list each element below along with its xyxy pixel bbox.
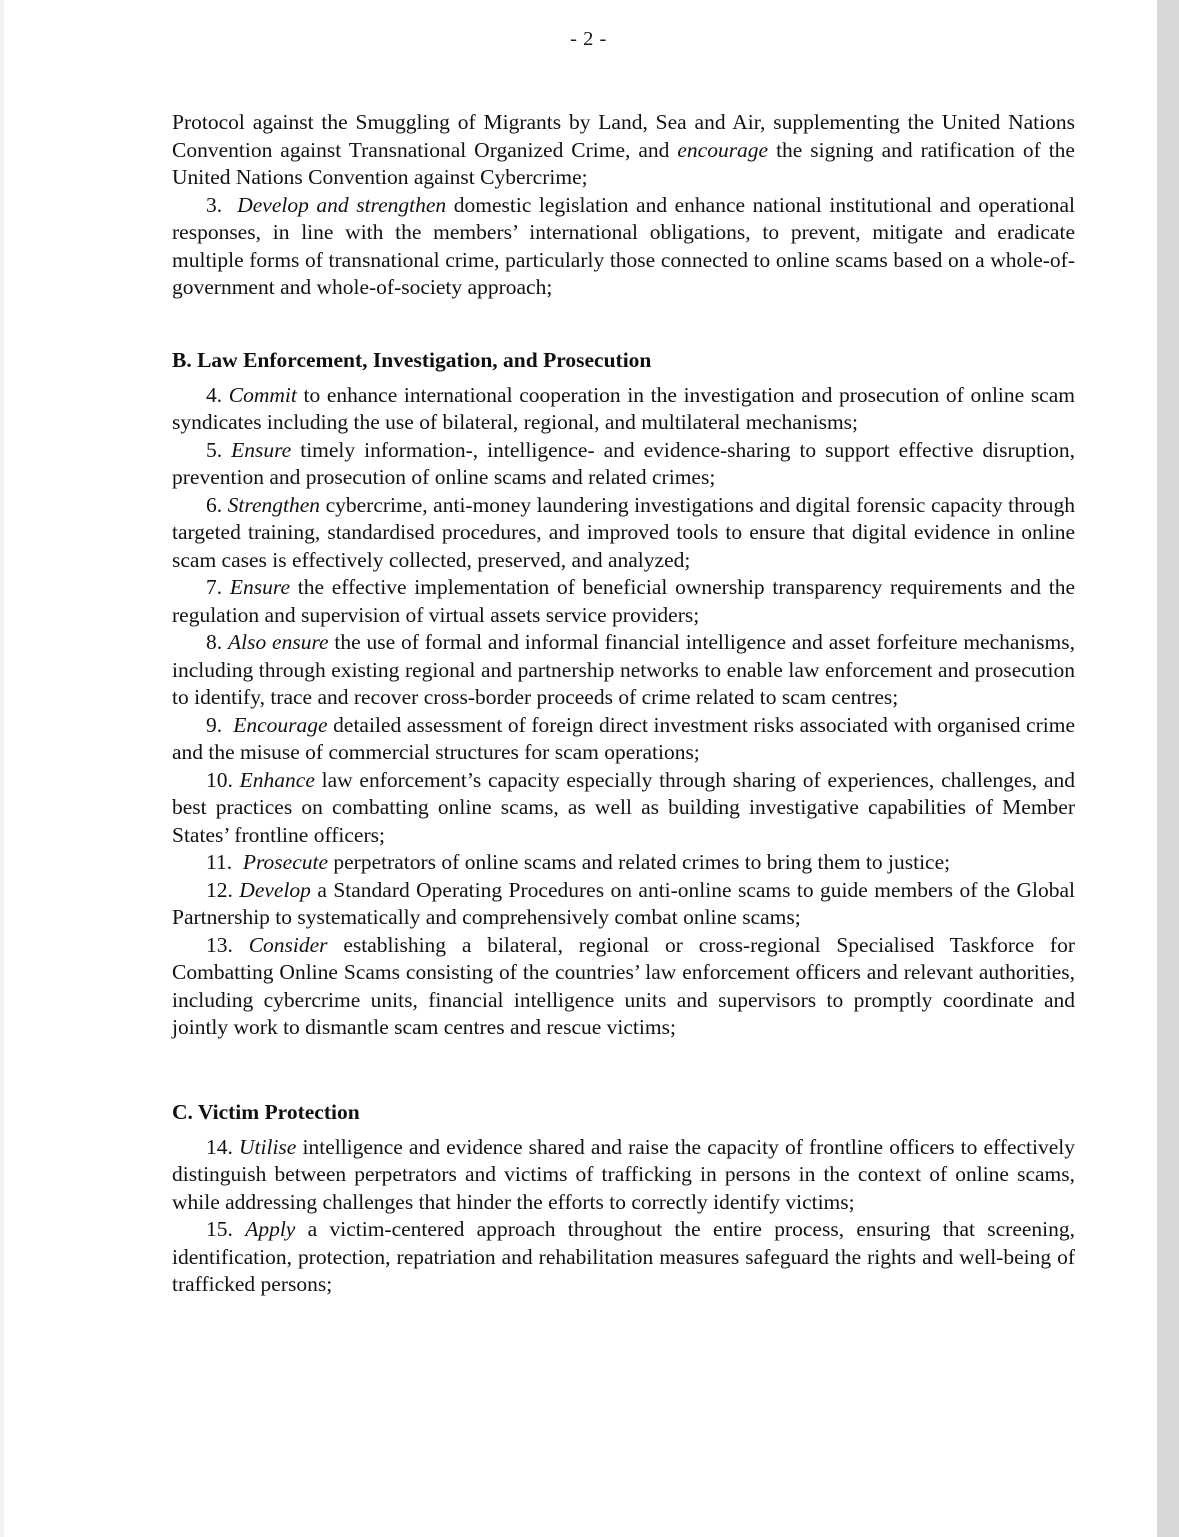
paragraph-text: perpetrators of online scams and related crimes to bring them to justice; xyxy=(328,850,951,874)
paragraph-number: 8. xyxy=(206,630,223,654)
paragraph-lead: Utilise xyxy=(239,1134,297,1159)
paragraph-3 xyxy=(172,192,1075,302)
paragraph-8 xyxy=(172,629,1075,712)
paragraph-6 xyxy=(172,492,1075,575)
paragraph-number: 14. xyxy=(206,1134,233,1159)
paragraph-number: 9. xyxy=(206,712,223,737)
paragraph-number: 5. xyxy=(206,437,223,462)
paragraph-text: domestic legislation and enhance national institutional and operational responses, in line with the members’ international obligations, to prevent, mitigate and eradicate multiple forms of transnational crime, particularly those connected to online scams based on a whole-of-government and whole-of-society approach; xyxy=(172,192,1075,299)
paragraph-lead: Ensure xyxy=(231,437,292,462)
paragraph-7 xyxy=(172,574,1075,629)
paragraph-text: establishing a bilateral, regional or cross-regional Specialised Taskforce for Combatting Online Scams consisting of the countries’ law enforcement officers and relevant authorities, including cybercrime units, financial intelligence units and supervisors to promptly coordinate and jointly work to dismantle scam centres and rescue victims; xyxy=(172,932,1076,1039)
paragraph-continued xyxy=(172,109,1075,192)
paragraph-number: 7. xyxy=(206,575,223,599)
paragraph-number: 15. xyxy=(206,1217,233,1241)
paragraph-text: the use of formal and informal financial intelligence and asset forfeiture mechanisms, including through existing regional and partnership networks to enable law enforcement and prosecution to identify, trace and recover cross-border proceeds of crime related to scam centres; xyxy=(172,630,1075,709)
paragraph-lead: Enhance xyxy=(239,767,315,792)
paragraph-4 xyxy=(172,382,1075,437)
paragraph-15 xyxy=(172,1216,1075,1299)
paragraph-text: detailed assessment of foreign direct investment risks associated with organised crime and the misuse of commercial structures for scam operations; xyxy=(172,712,1075,764)
paragraph-lead: Consider xyxy=(248,932,328,957)
paragraph-13 xyxy=(172,932,1075,1042)
paragraph-text: Protocol against the Smuggling of Migrants by Land, Sea and Air, supplementing the United Nations Convention against Transnational Organized Crime, and xyxy=(172,110,1075,162)
paragraph-number: 3. xyxy=(206,192,223,217)
paragraph-number: 4. xyxy=(206,382,223,407)
paragraph-number: 6. xyxy=(206,492,223,517)
paragraph-lead: Encourage xyxy=(233,712,328,737)
paragraph-lead-emphasis: encourage xyxy=(677,137,769,162)
paragraph-text: law enforcement’s capacity especially through sharing of experiences, challenges, and best practices on combatting online scams, as well as building investigative capabilities of Member States’ frontline officers; xyxy=(172,767,1075,847)
paragraph-text: the effective implementation of beneficial ownership transparency requirements and the regulation and supervision of virtual assets service providers; xyxy=(172,575,1075,627)
paragraph-12 xyxy=(172,877,1075,932)
paragraph-text: cybercrime, anti-money laundering investigations and digital forensic capacity through targeted training, standardised procedures, and improved tools to ensure that digital evidence in online scam cases is effectively collected, preserved, and analyzed; xyxy=(172,492,1075,572)
paragraph-number: 13. xyxy=(206,932,233,957)
page-number: - 2 - xyxy=(570,28,607,50)
paragraph-lead: Develop xyxy=(239,877,311,902)
paragraph-11 xyxy=(172,849,1075,877)
paragraph-5 xyxy=(172,437,1075,492)
paragraph-number: 12. xyxy=(206,877,233,902)
paragraph-text: intelligence and evidence shared and raise the capacity of frontline officers to effectively distinguish between perpetrators and victims of trafficking in persons in the context of online scams, while addressing challenges that hinder the efforts to correctly identify victims; xyxy=(172,1134,1075,1214)
paragraph-text: a Standard Operating Procedures on anti-online scams to guide members of the Global Partnership to systematically and comprehensively combat online scams; xyxy=(172,877,1075,929)
paragraph-number: 10. xyxy=(206,767,233,792)
paragraph-number: 11. xyxy=(206,850,233,874)
paragraph-lead: Develop and strengthen xyxy=(237,192,447,217)
paragraph-14 xyxy=(172,1134,1075,1217)
paragraph-text: timely information-, intelligence- and evidence-sharing to support effective disruption, prevention and prosecution of online scams and related crimes; xyxy=(172,437,1075,489)
paragraph-9 xyxy=(172,712,1075,767)
paragraph-10 xyxy=(172,767,1075,850)
paragraph-lead: Prosecute xyxy=(242,850,328,874)
section-heading-c: C. Victim Protection xyxy=(172,1099,360,1124)
paragraph-lead: Apply xyxy=(245,1217,296,1241)
paragraph-lead: Ensure xyxy=(229,575,290,599)
paragraph-lead: Strengthen xyxy=(227,492,321,517)
paragraph-lead: Commit xyxy=(228,382,297,407)
paragraph-text-continued: the signing and ratification of the United Nations Convention against Cybercrime; xyxy=(172,137,1075,189)
paragraph-text: to enhance international cooperation in the investigation and prosecution of online scam syndicates including the use of bilateral, regional, and multilateral mechanisms; xyxy=(172,382,1075,434)
section-heading-b: B. Law Enforcement, Investigation, and Prosecution xyxy=(172,347,652,372)
paragraph-lead: Also ensure xyxy=(227,630,329,654)
paragraph-text: a victim-centered approach throughout the entire process, ensuring that screening, identification, protection, repatriation and rehabilitation measures safeguard the rights and well-being of trafficked persons; xyxy=(172,1217,1076,1296)
